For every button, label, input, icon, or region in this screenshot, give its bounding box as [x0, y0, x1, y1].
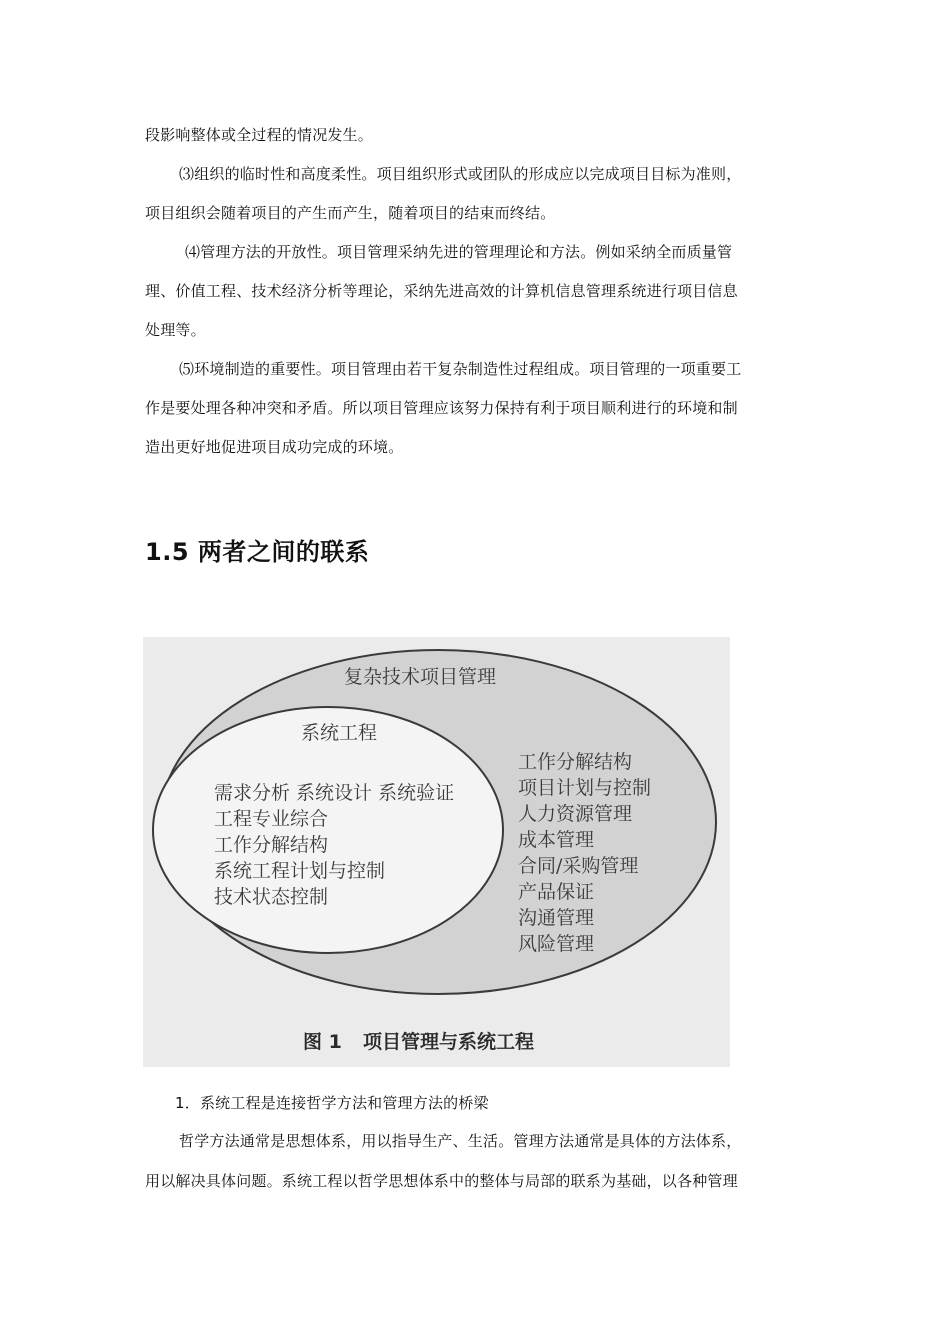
paragraph-line: 哲学方法通常是思想体系，用以指导生产、生活。管理方法通常是具体的方法体系，	[179, 1132, 742, 1150]
inner-item: 系统工程计划与控制	[214, 860, 386, 882]
inner-label: 系统工程	[300, 722, 378, 744]
outer-item: 项目计划与控制	[518, 777, 652, 799]
outer-item: 合同/采购管理	[518, 855, 639, 877]
inner-item: 工程专业综合	[214, 808, 329, 830]
venn-diagram	[143, 637, 730, 1067]
paragraph-5-line: 作是要处理各种冲突和矛盾。所以项目管理应该努力保持有利于项目顺利进行的环境和制	[145, 399, 738, 417]
outer-item: 工作分解结构	[518, 751, 633, 773]
paragraph-4-line: ⑷管理方法的开放性。项目管理采纳先进的管理理论和方法。例如采纳全而质量管	[185, 243, 733, 261]
outer-item: 成本管理	[518, 829, 595, 851]
paragraph-5-line: ⑸环境制造的重要性。项目管理由若干复杂制造性过程组成。项目管理的一项重要工	[179, 360, 742, 378]
paragraph-line: 用以解决具体问题。系统工程以哲学思想体系中的整体与局部的联系为基础，以各种管理	[145, 1172, 738, 1190]
inner-item: 技术状态控制	[214, 886, 329, 908]
numbered-item: 1．系统工程是连接哲学方法和管理方法的桥梁	[175, 1094, 489, 1112]
paragraph-3-line: ⑶组织的临时性和高度柔性。项目组织形式或团队的形成应以完成项目目标为准则，	[179, 165, 742, 183]
bottom-text-block	[145, 1085, 810, 1201]
top-text-block	[145, 116, 810, 467]
section-heading: 1.5 两者之间的联系	[145, 538, 370, 566]
figure-caption-number: 图 1	[303, 1031, 342, 1053]
outer-item: 沟通管理	[518, 907, 595, 929]
inner-item: 需求分析 系统设计 系统验证	[214, 782, 455, 804]
paragraph-5-line: 造出更好地促进项目成功完成的环境。	[145, 438, 404, 456]
outer-item: 产品保证	[518, 881, 595, 903]
paragraph-4-line: 理、价值工程、技术经济分析等理论，采纳先进高效的计算机信息管理系统进行项目信息	[145, 282, 738, 300]
outer-label: 复杂技术项目管理	[343, 666, 497, 688]
inner-item: 工作分解结构	[214, 834, 329, 856]
venn-figure	[143, 637, 730, 1067]
figure-caption-text: 项目管理与系统工程	[363, 1031, 535, 1053]
paragraph-3-line: 项目组织会随着项目的产生而产生，随着项目的结束而终结。	[145, 204, 556, 222]
outer-item: 风险管理	[518, 933, 595, 955]
outer-item: 人力资源管理	[518, 803, 633, 825]
paragraph-4-line: 处理等。	[145, 321, 206, 339]
text-line: 段影响整体或全过程的情况发生。	[145, 126, 374, 144]
